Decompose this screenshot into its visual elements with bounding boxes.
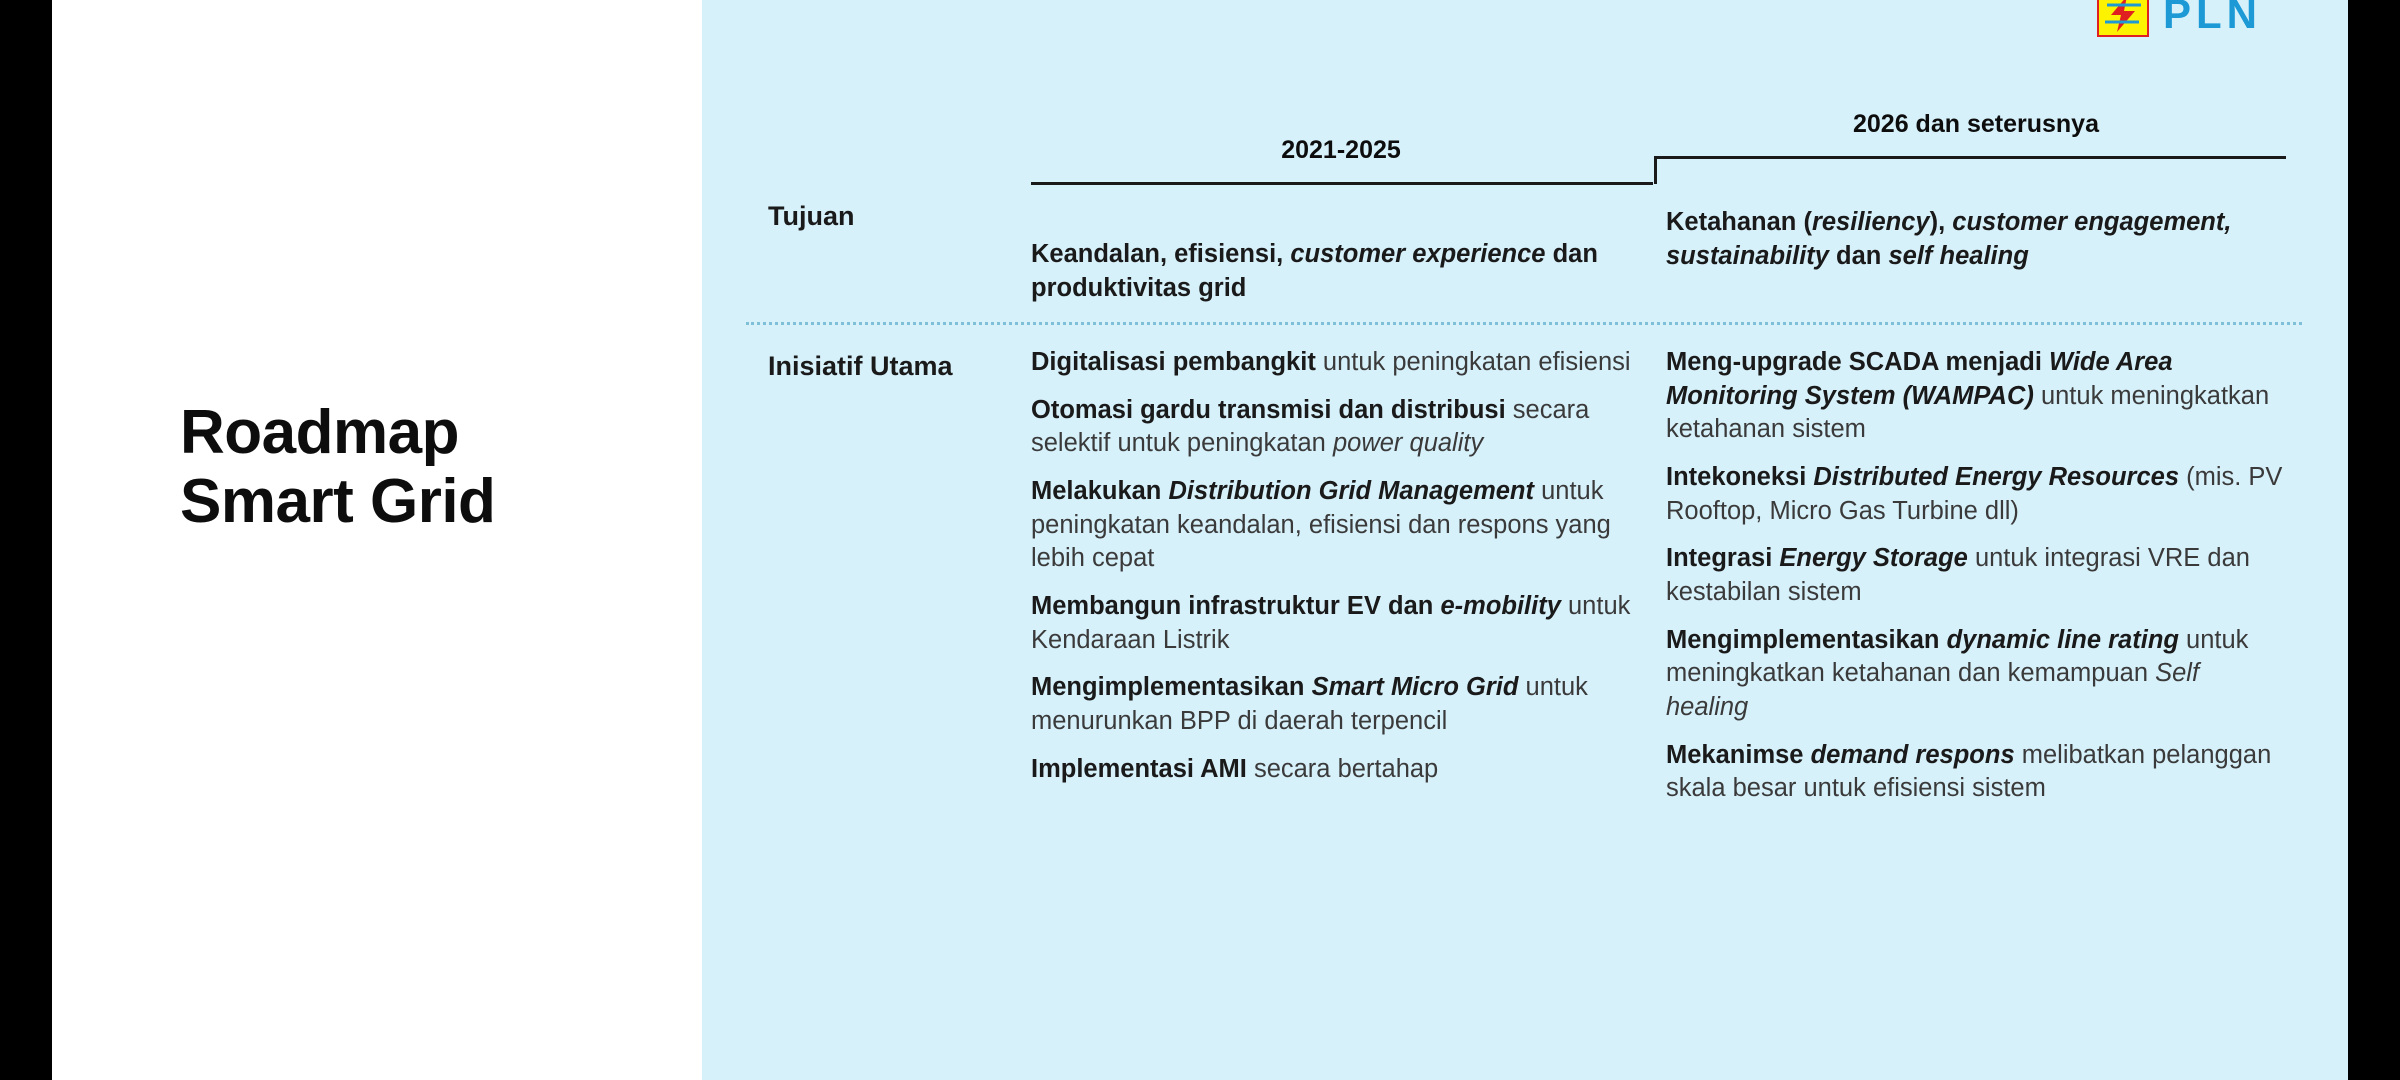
cell-inisiatif-2021-2025: Digitalisasi pembangkit untuk peningkatan efisiensi Otomasi gardu transmisi dan distribusi secara selektif untuk peningkatan power quality Melakukan Distribution Grid Management untuk peningkatan keandalan, efisiensi dan respons yang lebih cepat Membangun infrastruktur EV dan e-mobility untuk Kendaraan Listrik Mengimplementasikan Smart Micro Grid untuk menurunkan BPP di daerah terpencil Implementasi AMI secara bertahap [1031,348,1631,783]
pln-logo [2097,0,2262,38]
row-label-tujuan: Tujuan [768,201,855,231]
slide-canvas [52,0,2348,1080]
page-title-line-1: Roadmap [180,398,459,467]
column-rule-right [1654,156,2286,159]
table-column-headers [736,110,2306,174]
slide-left-pane [52,0,702,1080]
column-header-2021-2025: 2021-2025 [1281,136,1401,164]
roadmap-table [736,110,2306,803]
cell-inisiatif-2026: Meng-upgrade SCADA menjadi Wide Area Monitoring System (WAMPAC) untuk meningkatkan ketahanan sistem Intekoneksi Distributed Energy Resources (mis. PV Rooftop, Micro Gas Turbine dll) Integrasi Energy Storage untuk integrasi VRE dan kestabilan sistem Mengimplementasikan dynamic line rating untuk meningkatkan ketahanan dan kemampuan Self healing Mekanimse demand respons melibatkan pelanggan skala besar untuk efisiensi sistem [1666,348,2283,803]
page-title [180,398,495,537]
table-row [736,174,2306,334]
lightning-bolt-icon [2097,0,2149,37]
slide-right-pane [702,0,2348,1080]
cell-tujuan-2026: Ketahanan (resiliency), customer engagement, sustainability dan self healing [1666,208,2232,270]
page-title-line-2: Smart Grid [180,467,496,537]
cell-tujuan-2021-2025: Keandalan, efisiensi, customer experience dan produktivitas grid [1031,240,1598,302]
row-label-inisiatif-utama: Inisiatif Utama [768,351,953,381]
row-divider [746,322,2302,325]
pln-logo-text: PLN [2163,0,2262,37]
column-header-2026-onwards: 2026 dan seterusnya [1853,110,2099,138]
